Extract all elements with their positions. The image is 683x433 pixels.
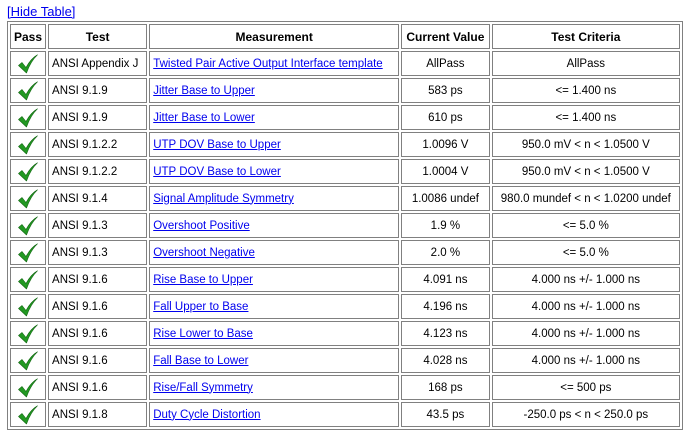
- test-cell: ANSI 9.1.6: [48, 375, 147, 400]
- measurement-link[interactable]: Overshoot Negative: [153, 246, 255, 259]
- checkmark-icon: [17, 216, 39, 236]
- table-row: [10, 294, 680, 319]
- current-value-cell: 1.9 %: [401, 213, 490, 238]
- table-row: [10, 186, 680, 211]
- current-value-cell: 1.0096 V: [401, 132, 490, 157]
- current-value-cell: 168 ps: [401, 375, 490, 400]
- test-criteria-cell: AllPass: [492, 51, 680, 76]
- current-value-cell: 610 ps: [401, 105, 490, 130]
- hide-table-link[interactable]: [Hide Table]: [7, 4, 76, 19]
- header-row: [10, 24, 680, 49]
- checkmark-icon: [17, 135, 39, 155]
- current-value-cell: 43.5 ps: [401, 402, 490, 427]
- test-criteria-cell: <= 5.0 %: [492, 213, 680, 238]
- test-criteria-cell: <= 1.400 ns: [492, 105, 680, 130]
- checkmark-icon: [17, 162, 39, 182]
- measurement-cell: [149, 294, 399, 319]
- test-criteria-cell: 950.0 mV < n < 1.0500 V: [492, 132, 680, 157]
- measurement-cell: [149, 375, 399, 400]
- test-criteria-cell: 4.000 ns +/- 1.000 ns: [492, 348, 680, 373]
- test-criteria-cell: 4.000 ns +/- 1.000 ns: [492, 294, 680, 319]
- test-cell: ANSI 9.1.9: [48, 105, 147, 130]
- current-value-cell: 4.091 ns: [401, 267, 490, 292]
- table-row: [10, 348, 680, 373]
- table-row: [10, 267, 680, 292]
- pass-cell: [10, 213, 46, 238]
- table-row: [10, 78, 680, 103]
- pass-cell: [10, 78, 46, 103]
- checkmark-icon: [17, 378, 39, 398]
- table-row: [10, 375, 680, 400]
- measurement-cell: [149, 51, 399, 76]
- measurement-cell: [149, 213, 399, 238]
- test-criteria-cell: 950.0 mV < n < 1.0500 V: [492, 159, 680, 184]
- test-criteria-cell: 980.0 mundef < n < 1.0200 undef: [492, 186, 680, 211]
- measurement-cell: [149, 159, 399, 184]
- test-cell: ANSI 9.1.3: [48, 213, 147, 238]
- measurement-link[interactable]: Duty Cycle Distortion: [153, 408, 261, 421]
- measurement-link[interactable]: Signal Amplitude Symmetry: [153, 192, 294, 205]
- checkmark-icon: [17, 81, 39, 101]
- table-row: [10, 132, 680, 157]
- pass-cell: [10, 51, 46, 76]
- pass-cell: [10, 267, 46, 292]
- pass-cell: [10, 159, 46, 184]
- measurement-cell: [149, 240, 399, 265]
- measurement-link[interactable]: Jitter Base to Upper: [153, 84, 255, 97]
- measurement-link[interactable]: Rise/Fall Symmetry: [153, 381, 253, 394]
- measurement-cell: [149, 78, 399, 103]
- pass-cell: [10, 294, 46, 319]
- pass-cell: [10, 348, 46, 373]
- measurement-link[interactable]: Rise Lower to Base: [153, 327, 253, 340]
- test-cell: ANSI 9.1.3: [48, 240, 147, 265]
- test-cell: ANSI 9.1.2.2: [48, 132, 147, 157]
- measurement-cell: [149, 348, 399, 373]
- current-value-cell: 4.123 ns: [401, 321, 490, 346]
- test-cell: ANSI 9.1.4: [48, 186, 147, 211]
- header-test-criteria: Test Criteria: [492, 24, 680, 49]
- measurement-cell: [149, 105, 399, 130]
- test-criteria-cell: <= 1.400 ns: [492, 78, 680, 103]
- measurement-link[interactable]: Overshoot Positive: [153, 219, 250, 232]
- current-value-cell: AllPass: [401, 51, 490, 76]
- current-value-cell: 1.0004 V: [401, 159, 490, 184]
- test-cell: ANSI 9.1.2.2: [48, 159, 147, 184]
- test-criteria-cell: -250.0 ps < n < 250.0 ps: [492, 402, 680, 427]
- measurement-link[interactable]: Fall Base to Lower: [153, 354, 249, 367]
- pass-cell: [10, 240, 46, 265]
- current-value-cell: 583 ps: [401, 78, 490, 103]
- checkmark-icon: [17, 297, 39, 317]
- pass-cell: [10, 132, 46, 157]
- results-table: [7, 21, 683, 430]
- test-cell: ANSI 9.1.8: [48, 402, 147, 427]
- test-cell: ANSI Appendix J: [48, 51, 147, 76]
- table-row: [10, 402, 680, 427]
- test-cell: ANSI 9.1.9: [48, 78, 147, 103]
- checkmark-icon: [17, 324, 39, 344]
- measurement-cell: [149, 321, 399, 346]
- test-criteria-cell: 4.000 ns +/- 1.000 ns: [492, 321, 680, 346]
- checkmark-icon: [17, 270, 39, 290]
- measurement-cell: [149, 186, 399, 211]
- header-pass: Pass: [10, 24, 46, 49]
- checkmark-icon: [17, 243, 39, 263]
- header-current-value: Current Value: [401, 24, 490, 49]
- table-row: [10, 51, 680, 76]
- measurement-cell: [149, 402, 399, 427]
- measurement-link[interactable]: Rise Base to Upper: [153, 273, 253, 286]
- test-cell: ANSI 9.1.6: [48, 348, 147, 373]
- checkmark-icon: [17, 189, 39, 209]
- pass-cell: [10, 186, 46, 211]
- table-row: [10, 105, 680, 130]
- header-test: Test: [48, 24, 147, 49]
- current-value-cell: 1.0086 undef: [401, 186, 490, 211]
- table-row: [10, 240, 680, 265]
- measurement-cell: [149, 267, 399, 292]
- measurement-link[interactable]: Twisted Pair Active Output Interface template: [153, 57, 383, 70]
- checkmark-icon: [17, 405, 39, 425]
- pass-cell: [10, 402, 46, 427]
- test-cell: ANSI 9.1.6: [48, 294, 147, 319]
- table-row: [10, 159, 680, 184]
- measurement-link[interactable]: UTP DOV Base to Upper: [153, 138, 281, 151]
- measurement-cell: [149, 132, 399, 157]
- measurement-link[interactable]: Jitter Base to Lower: [153, 111, 255, 124]
- measurement-link[interactable]: UTP DOV Base to Lower: [153, 165, 281, 178]
- test-cell: ANSI 9.1.6: [48, 267, 147, 292]
- checkmark-icon: [17, 351, 39, 371]
- pass-cell: [10, 375, 46, 400]
- current-value-cell: 4.196 ns: [401, 294, 490, 319]
- table-row: [10, 213, 680, 238]
- checkmark-icon: [17, 108, 39, 128]
- test-criteria-cell: 4.000 ns +/- 1.000 ns: [492, 267, 680, 292]
- measurement-link[interactable]: Fall Upper to Base: [153, 300, 249, 313]
- checkmark-icon: [17, 54, 39, 74]
- header-measurement: Measurement: [149, 24, 399, 49]
- pass-cell: [10, 321, 46, 346]
- test-criteria-cell: <= 500 ps: [492, 375, 680, 400]
- test-criteria-cell: <= 5.0 %: [492, 240, 680, 265]
- pass-cell: [10, 105, 46, 130]
- table-row: [10, 321, 680, 346]
- test-cell: ANSI 9.1.6: [48, 321, 147, 346]
- current-value-cell: 4.028 ns: [401, 348, 490, 373]
- current-value-cell: 2.0 %: [401, 240, 490, 265]
